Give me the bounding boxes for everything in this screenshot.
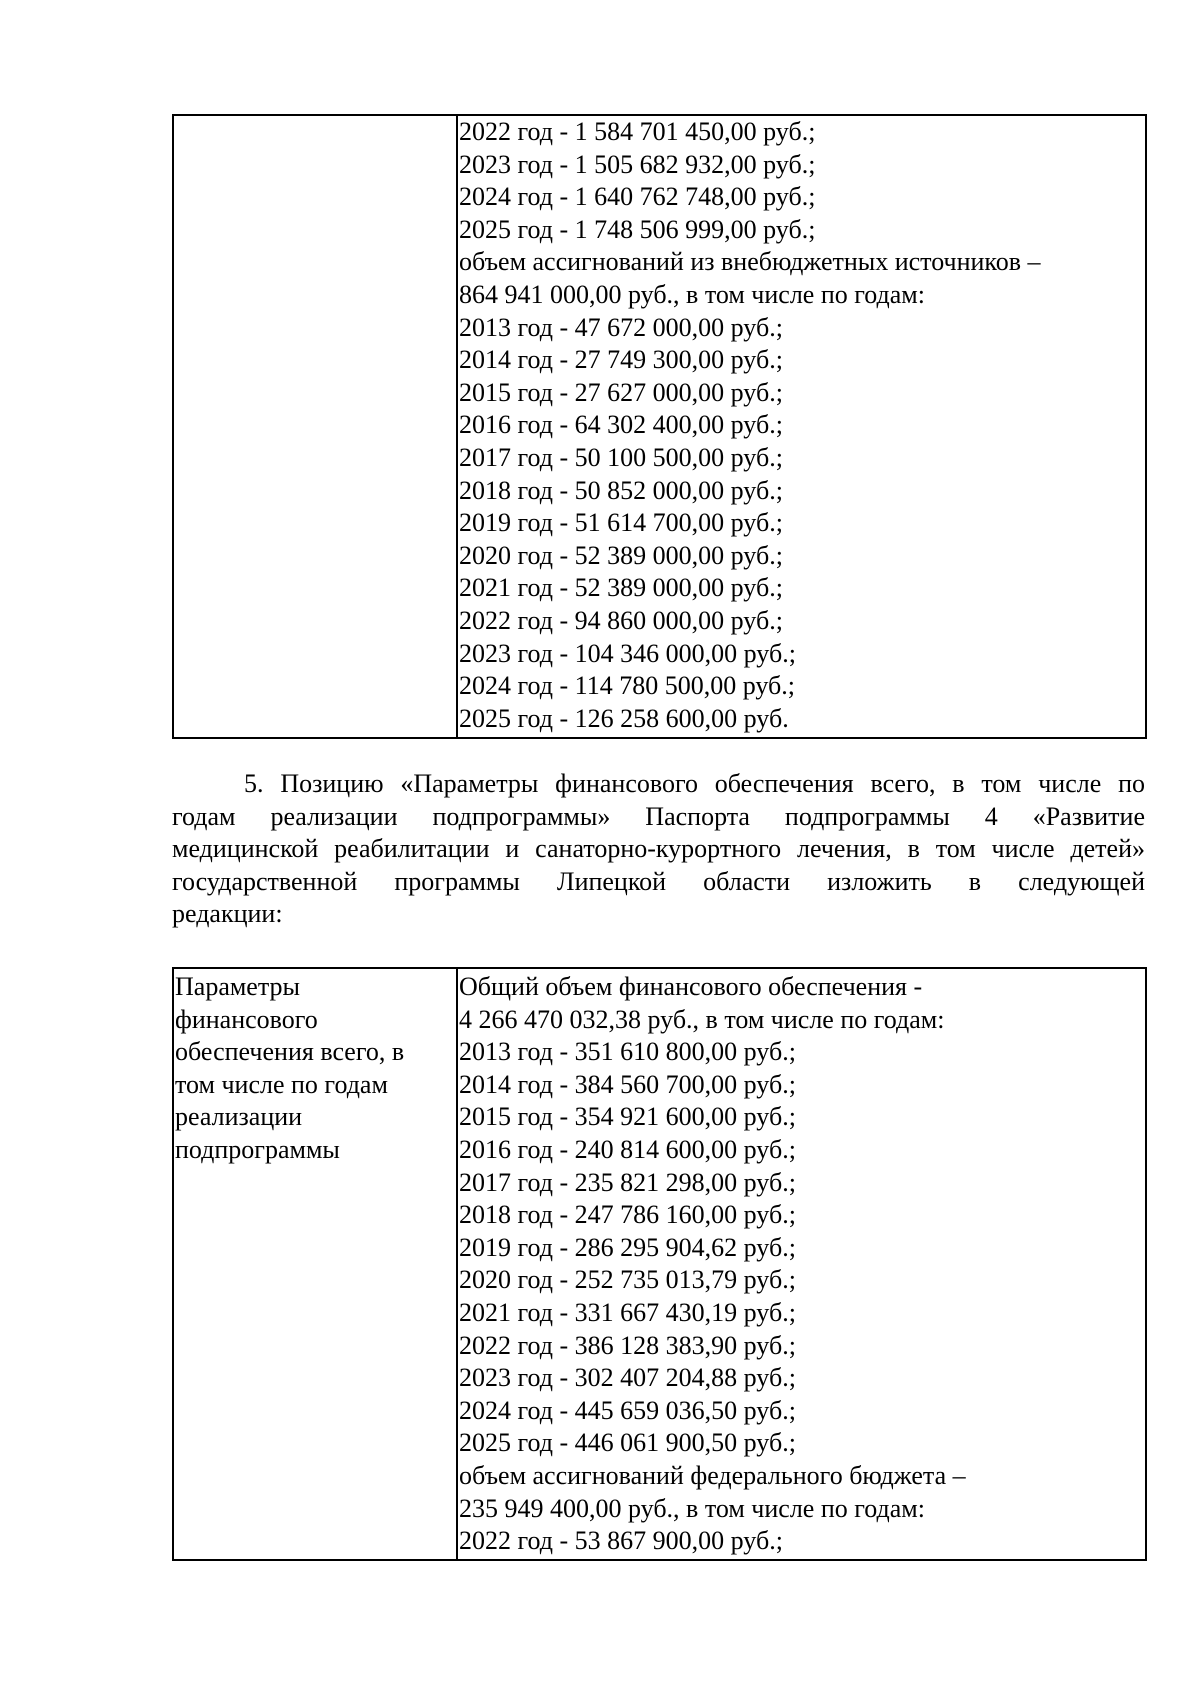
financing-parameters-table [172, 967, 1147, 1561]
cell-text-line: 2014 год - 384 560 700,00 руб.; [459, 1069, 796, 1099]
paragraph-line: годам реализации подпрограммы» Паспорта подпрограммы 4 «Развитие [172, 801, 1145, 831]
cell-text-line: 2022 год - 53 867 900,00 руб.; [459, 1526, 783, 1556]
cell-text-line: объем ассигнований из внебюджетных источников – [459, 247, 1041, 277]
cell-text-line: 2025 год - 1 748 506 999,00 руб.; [459, 214, 816, 244]
cell-text-line: 2022 год - 94 860 000,00 руб.; [459, 605, 783, 635]
cell-text-line: 2017 год - 50 100 500,00 руб.; [459, 442, 783, 472]
cell-text-line: реализации [175, 1102, 303, 1132]
cell-text-line: 2014 год - 27 749 300,00 руб.; [459, 345, 783, 375]
paragraph-line: медицинской реабилитации и санаторно-курортного лечения, в том числе детей» [172, 834, 1145, 864]
cell-text-line: 2020 год - 252 735 013,79 руб.; [459, 1265, 796, 1295]
parameter-name-cell [173, 968, 457, 1560]
parameter-value-cell [457, 968, 1146, 1560]
cell-text-line: Параметры [175, 972, 300, 1001]
cell-text-line: Общий объем финансового обеспечения - [459, 972, 923, 1001]
cell-text-line: 2021 год - 331 667 430,19 руб.; [459, 1297, 796, 1327]
cell-text-line: 2015 год - 27 627 000,00 руб.; [459, 377, 783, 407]
cell-text-line: 4 266 470 032,38 руб., в том числе по годам: [459, 1004, 945, 1034]
cell-text-line: 2019 год - 286 295 904,62 руб.; [459, 1232, 796, 1262]
parameter-name-cell [173, 115, 457, 738]
financing-table-continued [172, 114, 1147, 739]
paragraph-line: государственной программы Липецкой области изложить в следующей [172, 866, 1145, 896]
cell-text-line: 2021 год - 52 389 000,00 руб.; [459, 573, 783, 603]
cell-text-line: 864 941 000,00 руб., в том числе по годам: [459, 279, 925, 309]
cell-text-line: 235 949 400,00 руб., в том числе по годам: [459, 1493, 925, 1523]
cell-text-line: 2023 год - 1 505 682 932,00 руб.; [459, 149, 816, 179]
amendment-paragraph [172, 768, 1145, 931]
cell-text-line: 2019 год - 51 614 700,00 руб.; [459, 508, 783, 538]
cell-text-line: объем ассигнований федерального бюджета – [459, 1460, 966, 1490]
cell-text-line: 2024 год - 1 640 762 748,00 руб.; [459, 182, 816, 212]
cell-text-line: 2024 год - 445 659 036,50 руб.; [459, 1395, 796, 1425]
parameter-value-cell [457, 115, 1146, 738]
cell-text-line: 2017 год - 235 821 298,00 руб.; [459, 1167, 796, 1197]
cell-text-line: 2022 год - 386 128 383,90 руб.; [459, 1330, 796, 1360]
cell-text-line: 2025 год - 126 258 600,00 руб. [459, 703, 789, 733]
cell-text-line: 2020 год - 52 389 000,00 руб.; [459, 540, 783, 570]
cell-text-line: том числе по годам [175, 1069, 388, 1099]
cell-text-line: 2023 год - 302 407 204,88 руб.; [459, 1363, 796, 1393]
cell-text-line: 2018 год - 50 852 000,00 руб.; [459, 475, 783, 505]
cell-text-line: 2016 год - 240 814 600,00 руб.; [459, 1134, 796, 1164]
cell-text-line: 2023 год - 104 346 000,00 руб.; [459, 638, 796, 668]
cell-text-line: 2022 год - 1 584 701 450,00 руб.; [459, 117, 816, 146]
cell-text-line: 2016 год - 64 302 400,00 руб.; [459, 410, 783, 440]
cell-text-line: обеспечения всего, в [175, 1037, 405, 1067]
cell-text-line: 2015 год - 354 921 600,00 руб.; [459, 1102, 796, 1132]
cell-text-line: 2018 год - 247 786 160,00 руб.; [459, 1200, 796, 1230]
cell-text-line: 2013 год - 47 672 000,00 руб.; [459, 312, 783, 342]
paragraph-line: 5. Позицию «Параметры финансового обеспечения всего, в том числе по [244, 769, 1145, 798]
cell-text-line: финансового [175, 1004, 318, 1034]
cell-text-line: подпрограммы [175, 1134, 340, 1164]
cell-text-line: 2024 год - 114 780 500,00 руб.; [459, 671, 795, 701]
table-row [173, 115, 1146, 738]
cell-text-line: 2025 год - 446 061 900,50 руб.; [459, 1428, 796, 1458]
table-row [173, 968, 1146, 1560]
cell-text-line: 2013 год - 351 610 800,00 руб.; [459, 1037, 796, 1067]
paragraph-line: редакции: [172, 899, 283, 929]
